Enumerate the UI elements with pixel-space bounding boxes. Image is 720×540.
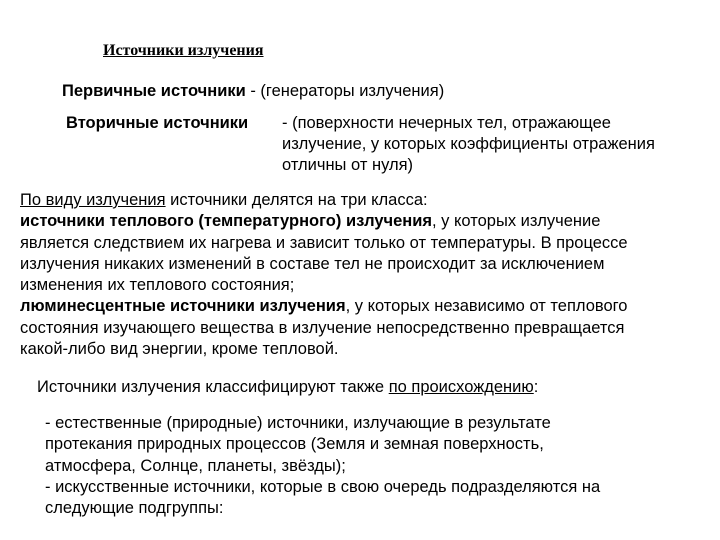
thermal-term: источники теплового (температурного) излучения: [20, 212, 433, 231]
primary-sources-desc: - (генераторы излучения): [245, 82, 445, 100]
origin-classification-line: [37, 377, 538, 398]
origin-text: Источники излучения классифицируют также: [37, 378, 389, 396]
list-item: следующие подгруппы:: [45, 499, 224, 518]
luminescent-rest: , у которых независимо от теплового: [345, 297, 628, 316]
luminescent-line: [20, 296, 700, 317]
thermal-rest: , у которых излучение: [432, 212, 601, 231]
secondary-sources-term: Вторичные источники: [66, 114, 249, 132]
classes-intro-line: [20, 190, 700, 211]
classes-intro-rest: источники делятся на три класса:: [165, 191, 428, 209]
primary-sources-line: [62, 81, 444, 102]
list-item: - естественные (природные) источники, излучающие в результате: [45, 414, 551, 432]
origin-list: [45, 413, 695, 519]
thermal-line: [20, 211, 700, 232]
radiation-classes-paragraph: [20, 190, 700, 360]
secondary-desc-line: отличны от нуля): [282, 156, 414, 174]
thermal-text-line: излучения никаких изменений в составе тел не происходит за исключением: [20, 254, 605, 273]
luminescent-text-line: состояния изучающего вещества в излучение непосредственно превращается: [20, 318, 625, 337]
luminescent-text-line: какой-либо вид энергии, кроме тепловой.: [20, 340, 339, 359]
origin-end: :: [533, 378, 539, 396]
secondary-sources-desc: [282, 113, 712, 176]
secondary-desc-line: излучение, у которых коэффициенты отражения: [282, 135, 655, 153]
thermal-text-line: изменения их теплового состояния;: [20, 276, 295, 295]
classes-intro-underlined: По виду излучения: [20, 191, 166, 209]
list-item: протекания природных процессов (Земля и земная поверхность,: [45, 435, 544, 454]
page-title: Источники излучения: [103, 42, 264, 59]
primary-sources-term: Первичные источники: [62, 82, 246, 100]
list-item: атмосфера, Солнце, планеты, звёзды);: [45, 456, 346, 475]
thermal-text-line: является следствием их нагрева и зависит только от температуры. В процессе: [20, 233, 628, 252]
list-item: - искусственные источники, которые в свою очередь подразделяются на: [45, 477, 601, 496]
origin-underlined: по происхождению: [388, 378, 534, 396]
luminescent-term: люминесцентные источники излучения: [20, 297, 346, 316]
secondary-desc-line: - (поверхности нечерных тел, отражающее: [282, 114, 611, 132]
